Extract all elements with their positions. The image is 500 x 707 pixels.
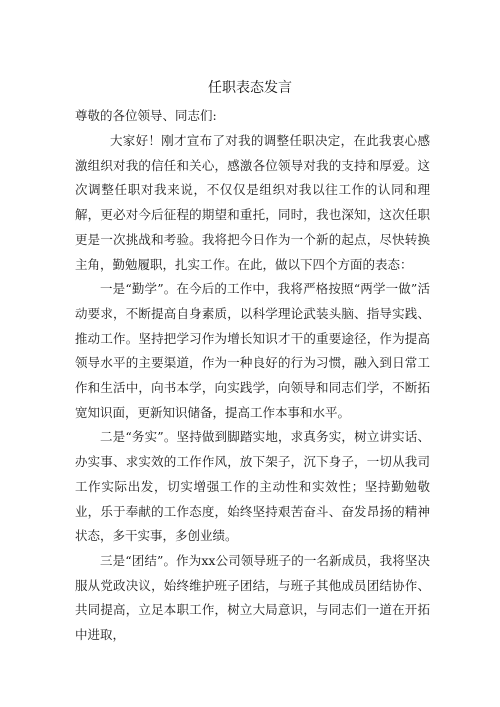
paragraph-opening: 大家好！刚才宣布了对我的调整任职决定，在此我衷心感激组织对我的信任和关心，感激各位领导对我的支持和厚爱。这次调整任职对我来说，不仅仅是组织对我以往工作的认同和理解，更必对今后征程的期望和重托，同时，我也深知，这次任职更是一次挑战和考验。我将把今日作为一个新的起点，尽快转换主角，勤勉履职，扎实工作。在此，做以下四个方面的表态： <box>75 133 430 272</box>
paragraph-diligent-study: 一是“勤学”。在今后的工作中，我将严格按照“两学一做”活动要求，不断提高自身素质，以科学理论武装头脑、指导实践、推动工作。坚持把学习作为增长知识才干的重要途径，作为提高领导水平的主要渠道，作为一种良好的行为习惯，融入到日常工作和生活中，向书本学，向实践学，向领导和同志们学，不断拓宽知识面，更新知识储备，提高工作本事和水平。 <box>75 281 430 420</box>
document-body <box>75 129 430 648</box>
salutation: 尊敬的各位领导、同志们: <box>75 108 217 123</box>
paragraph-pragmatic: 二是“务实”。坚持做到脚踏实地，求真务实，树立讲实话、办实事、求实效的工作作风，放下架子，沉下身子，一切从我司工作实际出发，切实增强工作的主动性和实效性；坚持勤勉敬业，乐于奉献的工作态度，始终坚持艰苦奋斗、奋发昂扬的精神状态，多干实事，多创业绩。 <box>75 429 430 544</box>
document-title: 任职表态发言 <box>208 80 292 96</box>
paragraph-unity: 三是“团结”。作为xx公司领导班子的一名新成员，我将坚决服从党政决议，始终维护班子团结，与班子其他成员团结协作、共同提高，立足本职工作，树立大局意识，与同志们一道在开拓中进取， <box>75 552 430 643</box>
